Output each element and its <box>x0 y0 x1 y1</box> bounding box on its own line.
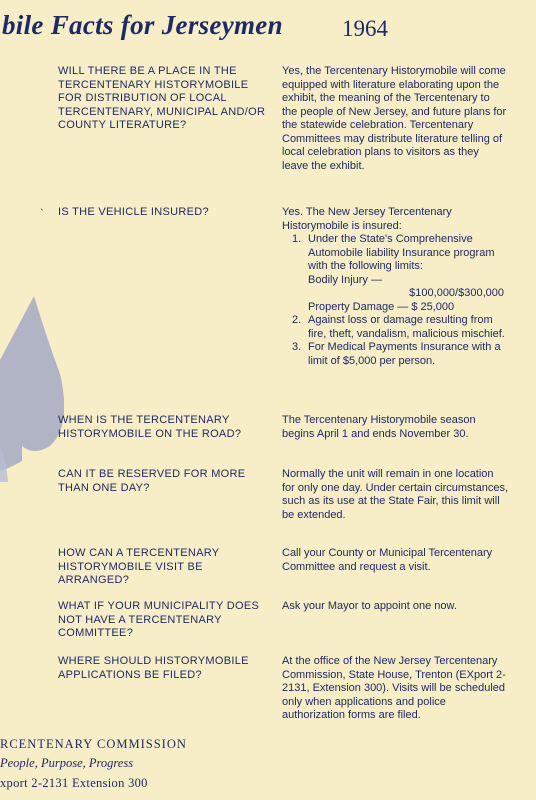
answer-no-committee: Ask your Mayor to appoint one now. <box>282 600 457 612</box>
bodily-injury-value: $100,000/$300,000 <box>409 287 504 299</box>
question-reserve: CAN IT BE RESERVED FOR MORE THAN ONE DAY? <box>58 468 246 494</box>
footer <box>0 735 187 793</box>
question-insured: IS THE VEHICLE INSURED? <box>58 206 209 218</box>
tercentenary-emblem-icon <box>0 296 64 486</box>
question-no-committee: WHAT IF YOUR MUNICIPALITY DOES NOT HAVE A TERCENTENARY COMMITTEE? <box>58 600 260 639</box>
footer-motto: People, Purpose, Progress <box>0 756 134 770</box>
answer-reserve: Normally the unit will remain in one location for only one day. Under certain circumstances, such as its use at the State Fair, this limit will be extended. <box>282 468 509 521</box>
answer-applications: At the office of the New Jersey Tercentenary Commission, State House, Trenton (EXport 2-2131, Extension 300). Visits will be scheduled only when applications and police authorization forms are filed. <box>282 655 506 721</box>
property-damage-line: Property Damage — $ 25,000 <box>308 300 455 313</box>
answer-insured <box>282 206 508 368</box>
question-literature: WILL THERE BE A PLACE IN THE TERCENTENARY HISTORYMOBILE FOR DISTRIBUTION OF LOCAL TERCENTENARY, MUNICIPAL AND/OR COUNTY LITERATURE? <box>58 65 266 131</box>
footer-commission: RCENTENARY COMMISSION <box>0 737 187 751</box>
question-arrange-visit: HOW CAN A TERCENTENARY HISTORYMOBILE VISIT BE ARRANGED? <box>58 547 220 586</box>
question-road-season: WHEN IS THE TERCENTENARY HISTORYMOBILE ON THE ROAD? <box>58 414 242 440</box>
answer-insured-intro: Yes. The New Jersey Tercentenary Historymobile is insured: <box>282 206 452 232</box>
insurance-item-3: 3. For Medical Payments Insurance with a limit of $5,000 per person. <box>292 341 501 367</box>
document-year: 1964 <box>342 16 388 41</box>
insurance-list <box>292 233 508 368</box>
margin-tick-mark: ` <box>40 208 44 220</box>
question-applications: WHERE SHOULD HISTORYMOBILE APPLICATIONS BE FILED? <box>58 655 249 681</box>
answer-literature: Yes, the Tercentenary Historymobile will come equipped with literature elaborating upon the exhibit, the meaning of the Tercentenary to the people of New Jersey, and future plans for the statewide celebration. Tercentenary Committees may distribute literature telling of local celebration plans to visitors as they leave the exhibit. <box>282 65 507 172</box>
document-title: bile Facts for Jerseymen <box>2 10 283 40</box>
answer-arrange-visit: Call your County or Municipal Tercentenary Committee and request a visit. <box>282 547 493 573</box>
insurance-item-1: 1. Under the State's Comprehensive Automobile liability Insurance program with the following limits: Bodily Injury — $100,000/$300,000 Property Damage — $ 25,000 <box>292 233 508 314</box>
bodily-injury-label: Bodily Injury — <box>308 273 382 286</box>
insurance-item-2: 2. Against loss or damage resulting from fire, theft, vandalism, malicious mischief. <box>292 314 505 340</box>
footer-phone: xport 2-2131 Extension 300 <box>0 776 148 790</box>
answer-road-season: The Tercentenary Historymobile season begins April 1 and ends November 30. <box>282 414 476 440</box>
